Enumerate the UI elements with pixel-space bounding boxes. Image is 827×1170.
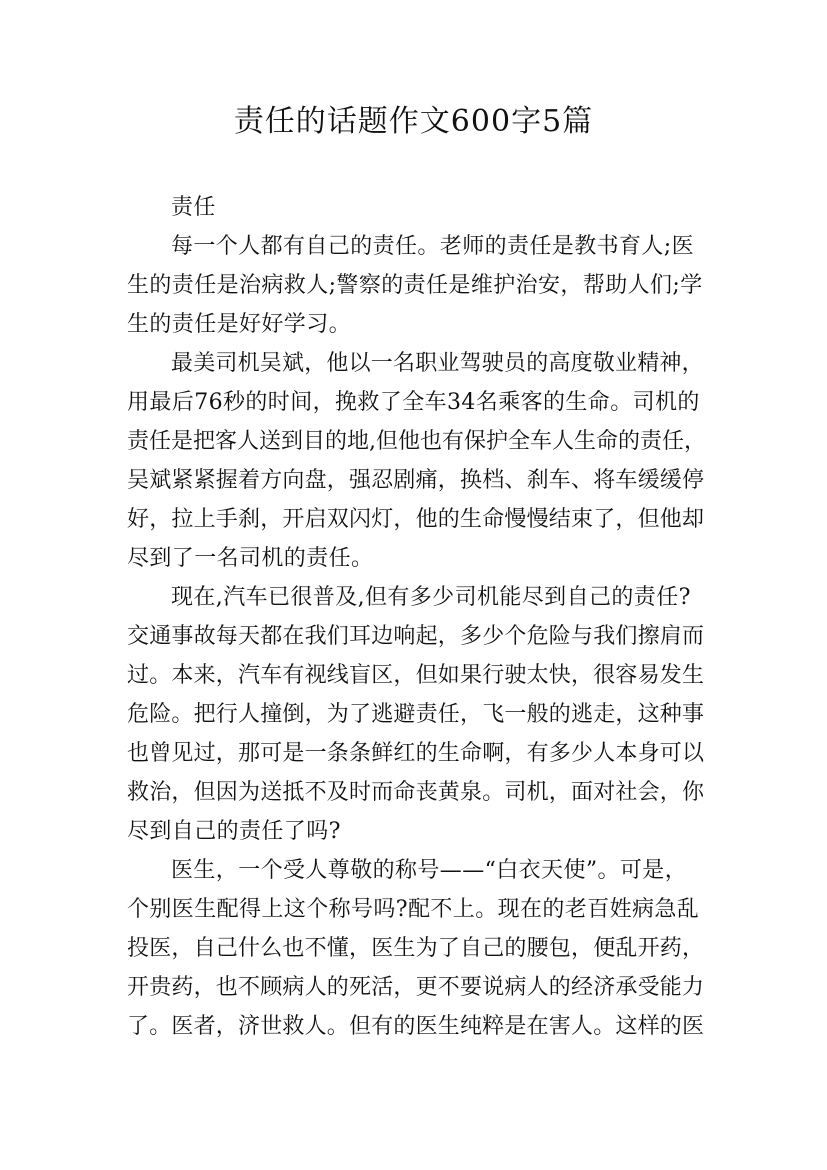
text-line: 开贵药，也不顾病人的死活，更不要说病人的经济承受能力 xyxy=(127,975,705,1000)
text-line: 每一个人都有自己的责任。老师的责任是教书育人;医 xyxy=(171,234,695,259)
text-line: 生的责任是治病救人;警察的责任是维护治安，帮助人们;学 xyxy=(127,273,703,298)
text-line: 最美司机吴斌，他以一名职业驾驶员的高度敬业精神， xyxy=(171,351,704,376)
text-line: 用最后76秒的时间，挽救了全车34名乘客的生命。司机的 xyxy=(127,390,700,415)
text-line: 现在,汽车已很普及,但有多少司机能尽到自己的责任? xyxy=(171,585,691,610)
text-line: 医生，一个受人尊敬的称号——“白衣天使”。可是， xyxy=(171,858,688,883)
text-line: 交通事故每天都在我们耳边响起，多少个危险与我们擦肩而 xyxy=(127,624,705,649)
text-line: 危险。把行人撞倒，为了逃避责任，飞一般的逃走，这种事 xyxy=(127,702,705,727)
text-line: 责任是把客人送到目的地,但他也有保护全车人生命的责任， xyxy=(127,429,706,454)
text-line: 个别医生配得上这个称号吗?配不上。现在的老百姓病急乱 xyxy=(127,897,700,922)
text-line: 也曾见过，那可是一条条鲜红的生命啊，有多少人本身可以 xyxy=(127,741,705,766)
text-line: 投医，自己什么也不懂，医生为了自己的腰包，便乱开药， xyxy=(127,936,705,961)
text-line: 尽到自己的责任了吗? xyxy=(127,819,341,844)
text-line: 过。本来，汽车有视线盲区，但如果行驶太快，很容易发生 xyxy=(127,663,705,688)
text-line: 吴斌紧紧握着方向盘，强忍剧痛，换档、刹车、将车缓缓停 xyxy=(127,468,705,493)
text-line: 责任 xyxy=(171,195,216,220)
text-line: 生的责任是好好学习。 xyxy=(127,312,352,337)
document-body xyxy=(127,188,707,1046)
text-line: 尽到了一名司机的责任。 xyxy=(127,546,374,571)
document-title: 责任的话题作文600字5篇 xyxy=(233,104,594,139)
text-line: 好，拉上手刹，开启双闪灯，他的生命慢慢结束了，但他却 xyxy=(127,507,705,532)
text-line: 救治，但因为送抵不及时而命丧黄泉。司机，面对社会，你 xyxy=(127,780,705,805)
text-line: 了。医者，济世救人。但有的医生纯粹是在害人。这样的医 xyxy=(127,1014,705,1039)
